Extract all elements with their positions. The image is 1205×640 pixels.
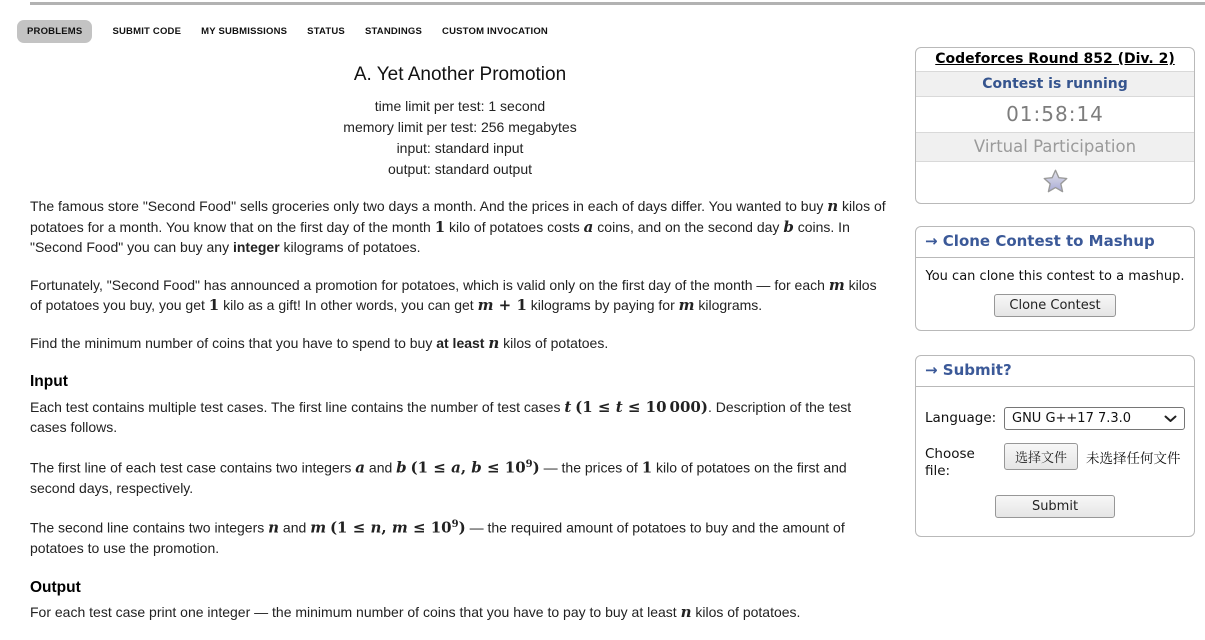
output-paragraph: For each test case print one integer — the minimum number of coins that you have to pay to buy at least n kilos of potatoes. xyxy=(30,603,801,622)
file-input xyxy=(1004,443,1181,470)
problem-title: A. Yet Another Promotion xyxy=(353,64,567,85)
submit-form xyxy=(916,387,1194,536)
output-section-header: Output xyxy=(30,578,81,596)
clone-contest-box xyxy=(915,226,1195,331)
clone-contest-button[interactable]: Clone Contest xyxy=(994,294,1115,317)
statement-body xyxy=(30,196,890,623)
submit-box xyxy=(915,355,1195,537)
tab-status[interactable]: STATUS xyxy=(307,26,345,37)
favorite-row xyxy=(916,162,1194,203)
input-paragraph: The second line contains two integers n and m (1 ≤ n, $m \le 10^9$) — the required amount of potatoes to buy and the amount of potatoes to use the promotion. xyxy=(30,518,845,557)
choose-file-label: Choose file: xyxy=(925,446,975,479)
top-separator-line xyxy=(30,2,1205,5)
submit-button[interactable]: Submit xyxy=(995,495,1115,518)
submit-box-header[interactable]: → Submit? xyxy=(916,356,1194,387)
choose-file-button[interactable]: 选择文件 xyxy=(1004,443,1078,470)
statement-paragraph: Find the minimum number of coins that you have to spend to buy at least n kilos of potatoes. xyxy=(30,333,609,352)
contest-title-row xyxy=(916,48,1194,71)
file-status-text: 未选择任何文件 xyxy=(1086,450,1181,467)
problem-statement xyxy=(30,60,890,640)
tab-standings[interactable]: STANDINGS xyxy=(364,26,423,37)
input-spec: input: standard input xyxy=(396,140,524,156)
clone-box-body xyxy=(916,258,1194,330)
choose-file-row xyxy=(925,443,1185,480)
contest-status: Contest is running xyxy=(916,71,1194,97)
chevron-down-icon xyxy=(1164,415,1177,423)
language-selected-value: GNU G++17 7.3.0 xyxy=(1012,411,1132,426)
input-paragraph: Each test contains multiple test cases. The first line contains the number of test cases t (1 ≤ t ≤ 10 000). Description of the test cases follows. xyxy=(30,397,852,435)
contest-title-link[interactable]: Codeforces Round 852 (Div. 2) xyxy=(935,51,1175,67)
star-icon[interactable] xyxy=(1043,169,1068,193)
input-section-header: Input xyxy=(30,373,68,390)
output-spec: output: standard output xyxy=(388,161,532,177)
problem-limits xyxy=(30,96,890,180)
tab-submit-code[interactable]: SUBMIT CODE xyxy=(112,26,182,37)
contest-timer: 01:58:14 xyxy=(1006,102,1104,126)
memory-limit: memory limit per test: 256 megabytes xyxy=(343,119,577,135)
language-label: Language: xyxy=(925,410,997,426)
tab-my-submissions[interactable]: MY SUBMISSIONS xyxy=(201,26,288,37)
time-limit: time limit per test: 1 second xyxy=(374,98,546,114)
participation-mode: Virtual Participation xyxy=(916,132,1194,162)
language-select[interactable] xyxy=(1004,407,1185,430)
statement-paragraph: The famous store "Second Food" sells groceries only two days a month. And the prices in each of days differ. You wanted to buy n kilos of potatoes for a month. You know that on the first day of the month 1 kilo of potatoes costs a coins, and on the second day b coins. In "Second Food" you can buy any integer kilograms of potatoes. xyxy=(30,197,886,255)
language-row xyxy=(925,407,1185,430)
contest-info-box xyxy=(915,47,1195,204)
statement-paragraph: Fortunately, "Second Food" has announced a promotion for potatoes, which is valid only on the first day of the month — for each m kilos of potatoes you buy, you get 1 kilo as a gift! In other words, you can get m + 1 kilograms by paying for m kilograms. xyxy=(30,275,877,314)
clone-box-header[interactable]: → Clone Contest to Mashup xyxy=(916,227,1194,258)
tab-problems[interactable]: PROBLEMS xyxy=(17,20,92,43)
sidebar xyxy=(915,47,1195,537)
clone-box-text: You can clone this contest to a mashup. xyxy=(925,269,1185,284)
input-paragraph: The first line of each test case contains two integers a and b (1 ≤ a, $b \le 10^9$) — the prices of 1 kilo of potatoes on the first and second days, respectively. xyxy=(30,458,847,496)
contest-tabbar xyxy=(17,20,548,43)
tab-custom-invocation[interactable]: CUSTOM INVOCATION xyxy=(442,26,548,37)
submit-row xyxy=(925,495,1185,518)
